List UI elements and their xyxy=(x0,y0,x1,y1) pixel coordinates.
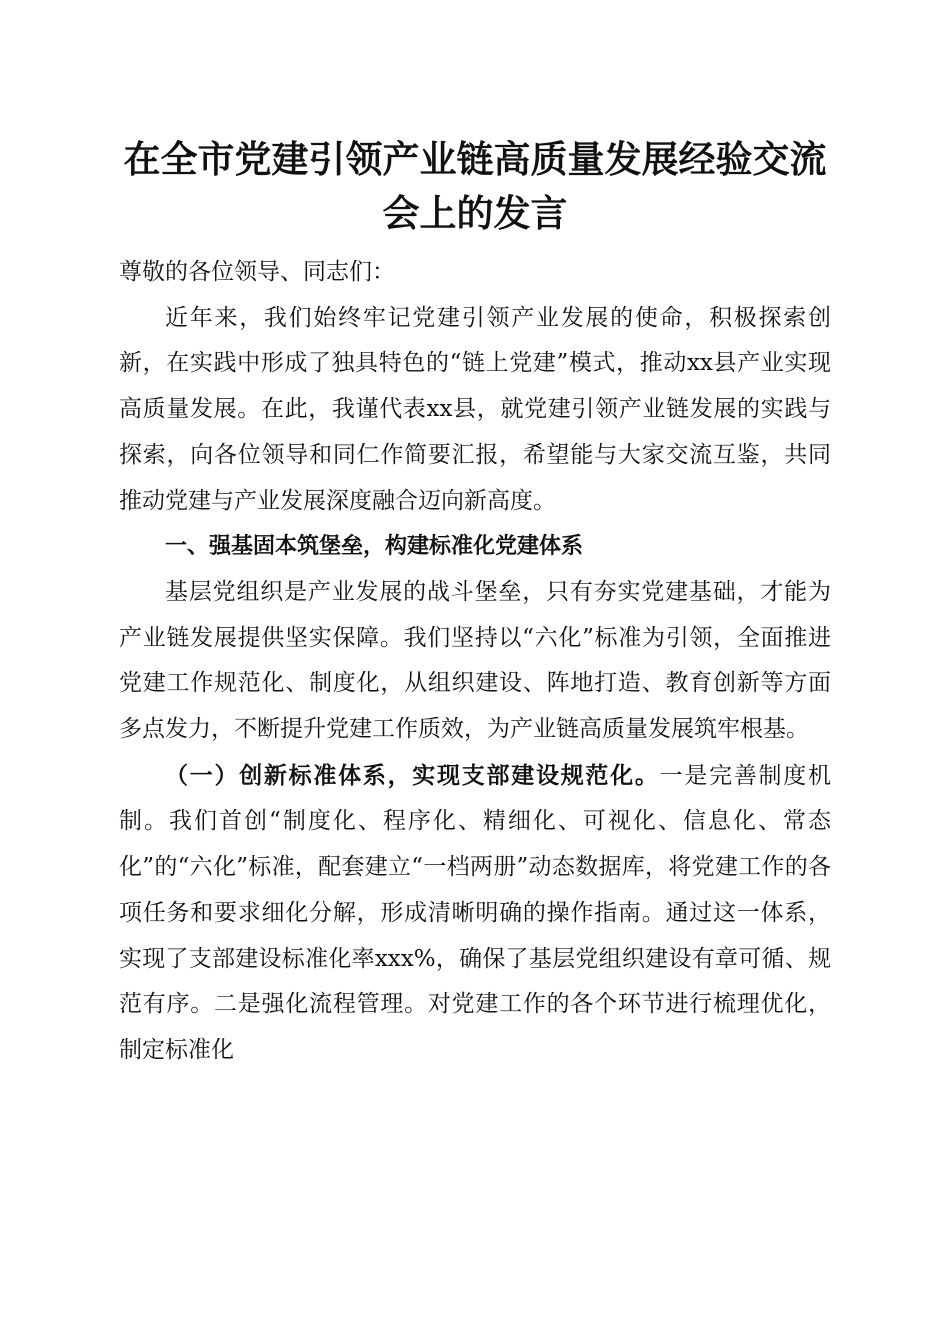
subsection-paragraph xyxy=(119,753,831,1074)
section-paragraph: 基层党组织是产业发展的战斗堡垒，只有夯实党建基础，才能为产业链发展提供坚实保障。我们坚持以“六化”标准为引领，全面推进党建工作规范化、制度化，从组织建设、阵地打造、教育创新等方面多点发力，不断提升党建工作质效，为产业链高质量发展筑牢根基。 xyxy=(119,578,831,743)
document-body xyxy=(119,250,831,1074)
salutation: 尊敬的各位领导、同志们： xyxy=(119,259,395,285)
intro-paragraph: 近年来，我们始终牢记党建引领产业发展的使命，积极探索创新，在实践中形成了独具特色的“链上党建”模式，推动xx县产业实现高质量发展。在此，我谨代表xx县，就党建引领产业链发展的实践与探索，向各位领导和同仁作简要汇报，希望能与大家交流互鉴，共同推动党建与产业发展深度融合迈向新高度。 xyxy=(119,304,831,514)
subsection-text: 一是完善制度机制。我们首创“制度化、程序化、精细化、可视化、信息化、常态化”的“六化”标准，配套建立“一档两册”动态数据库，将党建工作的各项任务和要求细化分解，形成清晰明确的操作指南。通过这一体系，实现了支部建设标准化率xxx%，确保了基层党组织建设有章可循、规范有序。二是强化流程管理。对党建工作的各个环节进行梳理优化，制定标准化 xyxy=(119,762,832,1063)
subsection-title: （一）创新标准体系，实现支部建设规范化。 xyxy=(165,761,660,789)
document-title: 在全市党建引领产业链高质量发展经验交流会上的发言 xyxy=(123,137,827,235)
section-heading: 一、强基固本筑堡垒，构建标准化党建体系 xyxy=(165,534,584,560)
